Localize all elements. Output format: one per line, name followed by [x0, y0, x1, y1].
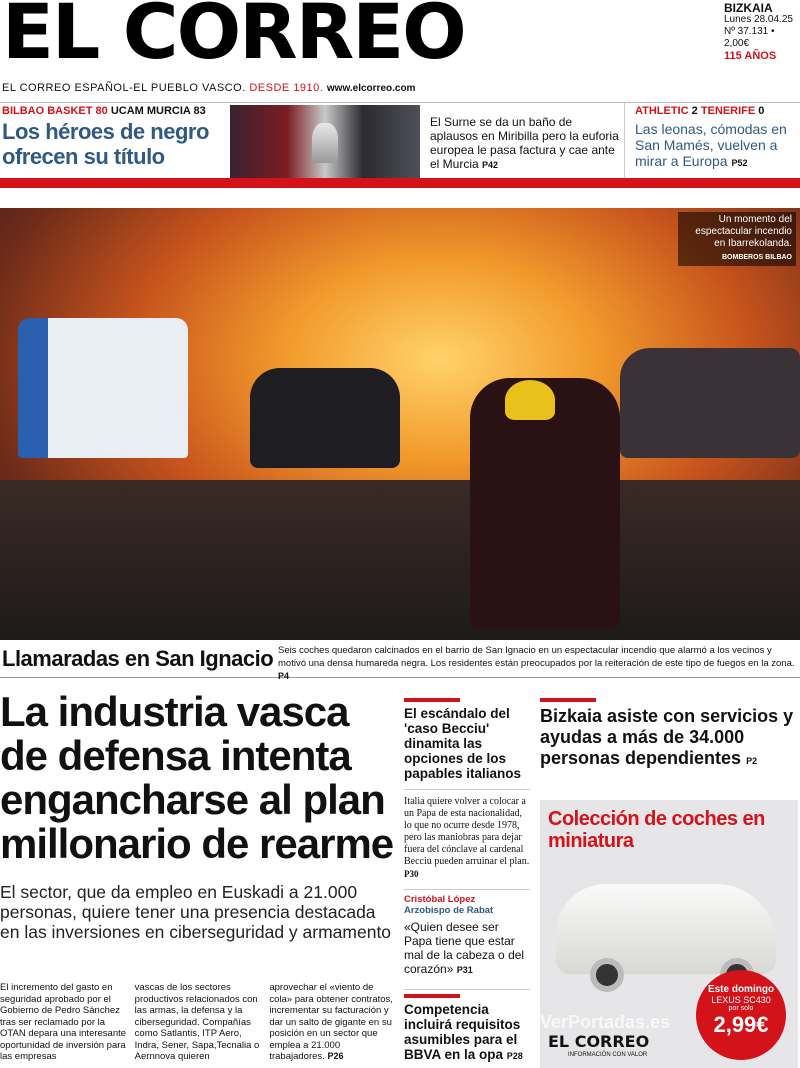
- team-ucam-murcia: UCAM MURCIA: [110, 105, 191, 117]
- basket-score: [2, 105, 228, 117]
- trophy-image: [312, 123, 338, 163]
- section-red-bar-2: [404, 994, 460, 998]
- edition-date: Lunes 28.04.25: [724, 14, 793, 25]
- athletic-score: [635, 105, 800, 117]
- basket-headline[interactable]: Los héroes de negro ofrecen su título: [2, 119, 209, 169]
- lead-subhead: El sector, que da empleo en Euskadi a 21.000 personas, quiere tener una presencia destacada en las inversiones en ciberseguridad y armamento: [0, 882, 392, 942]
- bizkaia-headline-text: Bizkaia asiste con servicios y ayudas a más de 34.000 personas dependientes: [540, 706, 794, 768]
- tagline-since: DESDE 1910.: [249, 82, 324, 94]
- competencia-headline-text: Competencia incluirá requisitos asumibles para el BBVA en la opa: [404, 1002, 521, 1062]
- lead-col-1: El incremento del gasto en seguridad aprobado por el Gobierno de Pedro Sánchez tras ser reclamado por la OTAN depara una interesante oportunidad de inversión para las empresas: [0, 982, 127, 1062]
- lead-story: [0, 688, 396, 1062]
- teaser-athletic[interactable]: [624, 103, 800, 179]
- becciu-body-text: Italia quiere volver a colocar a un Papa de esta nacionalidad, lo que no ocurre desde 1978, pero las maniobras para dejar fuera del cónclave al cardenal Becciu pueden arruinar el plan.: [404, 796, 530, 867]
- photo-story-body: Seis coches quedaron calcinados en el barrio de San Ignacio en un espectacular incendio que alarmó a los vecinos y motivó una densa humareda negra. Los residentes están preocupados por la reiteración de este tipo de fuegos en la zona.: [278, 645, 795, 669]
- quote-text-body: «Quien desee ser Papa tiene que estar mal de la cabeza o del corazón»: [404, 920, 525, 976]
- photo-story: [0, 640, 800, 681]
- section-red-bar: [404, 698, 460, 702]
- teaser-basket[interactable]: [2, 105, 228, 169]
- team-bilbao-basket: BILBAO BASKET: [2, 105, 93, 117]
- fire-photo[interactable]: [0, 208, 800, 640]
- lead-col-3-text: aprovechar el «viento de cola» para obtener contratos, incrementar su facturación y dar un salto de gigante en su posición en un sector que emplea a 21.000 trabajadores.: [269, 982, 393, 1062]
- score-ucam-murcia: 83: [193, 105, 206, 117]
- model-car-wheel-front: [590, 958, 624, 992]
- competencia-headline: [404, 1002, 530, 1064]
- team-tenerife: TENERIFE: [700, 105, 756, 117]
- anniversary-badge: 115 AÑOS: [724, 50, 777, 62]
- score-tenerife: 0: [758, 105, 765, 117]
- photo-story-text: [278, 644, 796, 683]
- firefighter-helmet: [505, 380, 555, 420]
- site-url[interactable]: www.elcorreo.com: [326, 83, 416, 94]
- score-bilbao-basket: 80: [95, 105, 108, 117]
- teaser-red-bar: [0, 178, 800, 188]
- photo-credit: BOMBEROS BILBAO: [722, 254, 792, 261]
- middle-column: [404, 698, 530, 1064]
- edition-region: BIZKAIA: [724, 1, 773, 15]
- lead-col-3: [269, 982, 396, 1063]
- bizkaia-page: P2: [746, 756, 758, 766]
- tagline-text: EL CORREO ESPAÑOL-EL PUEBLO VASCO.: [2, 82, 246, 94]
- athletic-page: P52: [731, 158, 748, 168]
- quote-page: P31: [456, 965, 473, 975]
- promo-logo-sub: INFORMACIÓN CON VALOR: [568, 1052, 648, 1058]
- quote-block: [404, 889, 530, 977]
- edition-issue: Nº 37.131 • 2,00€: [724, 26, 775, 49]
- edition-info: [724, 2, 796, 62]
- quote-author: Cristóbal López: [404, 894, 476, 905]
- competencia-page: P28: [506, 1051, 523, 1061]
- photo-ground: [0, 480, 800, 640]
- burning-van: [18, 318, 188, 458]
- becciu-body: [404, 789, 530, 881]
- surne-page: P42: [482, 160, 499, 170]
- competencia-story[interactable]: [404, 989, 530, 1064]
- badge-day: Este domingo: [707, 984, 775, 995]
- photo-story-page: P4: [278, 671, 290, 681]
- athletic-headline: [635, 121, 800, 171]
- team-athletic: ATHLETIC: [635, 105, 689, 117]
- quote-text[interactable]: [404, 920, 530, 977]
- promo-logo: EL CORREO: [548, 1032, 650, 1051]
- photo-story-title[interactable]: Llamaradas en San Ignacio: [2, 646, 274, 671]
- quote-role: Arzobispo de Rabat: [404, 905, 494, 916]
- surne-text: El Surne se da un baño de aplausos en Miribilla pero la euforia europea le pasa factura y cae ante el Murcia: [430, 115, 619, 171]
- promo-title: Colección de coches en miniatura: [548, 808, 765, 852]
- badge-por-solo: por solo: [728, 1005, 754, 1012]
- teaser-strip: [0, 102, 800, 188]
- lead-body: [0, 982, 396, 1063]
- photo-caption-box: [678, 212, 796, 266]
- masthead: [0, 0, 800, 100]
- score-athletic: 2: [691, 105, 698, 117]
- badge-price: 2,99€: [713, 1012, 769, 1037]
- burning-car-right: [620, 348, 800, 458]
- teaser-surne[interactable]: [430, 115, 620, 172]
- badge-model: LEXUS SC430: [711, 995, 771, 1005]
- athletic-headline-text: Las leonas, cómodas en San Mamés, vuelven a mirar a Europa: [635, 121, 787, 169]
- newspaper-logo[interactable]: EL CORREO: [2, 0, 465, 76]
- lead-page: P26: [327, 1051, 344, 1061]
- section-red-bar-3: [540, 698, 596, 702]
- bizkaia-headline[interactable]: [540, 706, 798, 772]
- lead-col-2: vascas de los sectores productivos relacionados con las armas, la defensa y la ciberseguridad. Compañías como Satlantis, ITP Aero, Indra, Sener, Sapa,Tecnalia o Aernnova quieren: [134, 982, 260, 1062]
- becciu-headline[interactable]: El escándalo del 'caso Becciu' dinamita las opciones de los papables italianos: [404, 706, 522, 781]
- burning-car: [250, 368, 400, 468]
- basket-photo: [230, 105, 420, 179]
- price-badge: [696, 970, 786, 1060]
- lead-headline[interactable]: La industria vasca de defensa intenta engancharse al plan millonario de rearme: [0, 688, 394, 867]
- watermark: VerPortadas.es: [540, 1012, 671, 1032]
- tagline: [2, 82, 415, 94]
- becciu-page: P30: [404, 869, 419, 879]
- photo-caption: Un momento del espectacular incendio en Ibarrekolanda.: [695, 214, 792, 249]
- right-column: [540, 698, 798, 772]
